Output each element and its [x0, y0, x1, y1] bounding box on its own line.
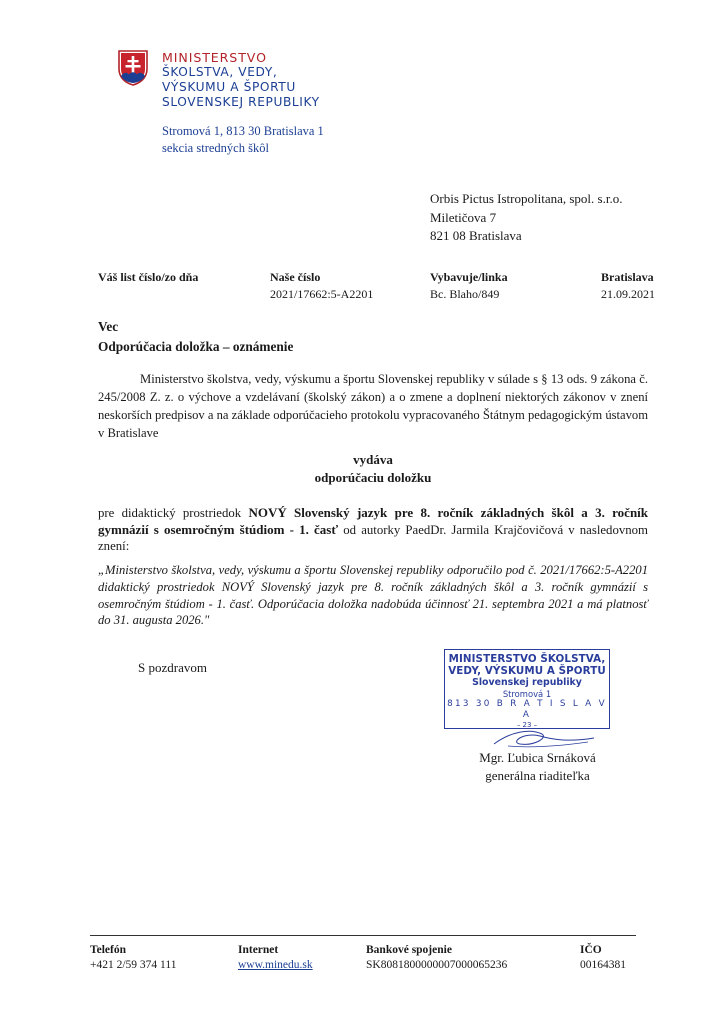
ico-value: 00164381	[580, 959, 626, 971]
phone-value: +421 2/59 374 111	[90, 959, 177, 971]
subject-title: Odporúčacia doložka – oznámenie	[98, 339, 294, 354]
ministry-name-line: SLOVENSKEJ REPUBLIKY	[162, 95, 320, 109]
stamp-line: Slovenskej republiky	[472, 677, 582, 688]
intro-text: Ministerstvo školstva, vedy, výskumu a športu Slovenskej republiky v súlade s § 13 ods. 9 zákona č. 245/2008 Z. z. o výchove a vzdelávaní (školský zákon) a o zmene a doplnení niektorých zákonov v znení neskorších predpisov a na základe odporúčacieho protokolu vypracovaného Štátnym pedagogickým ústavom v Bratislave	[98, 372, 648, 440]
your-letter-label: Váš list číslo/zo dňa	[98, 270, 199, 284]
address-line: Stromová 1, 813 30 Bratislava 1	[162, 124, 324, 138]
signer-title: generálna riaditeľka	[485, 768, 590, 783]
stamp-line: 813 30 B R A T I S L A V A	[447, 699, 607, 720]
handled-by-column	[430, 269, 508, 303]
web-label: Internet	[238, 944, 279, 956]
subject-block	[98, 317, 293, 357]
recipient-address	[430, 190, 622, 246]
our-number-column	[270, 269, 373, 303]
handled-by-value: Bc. Blaho/849	[430, 287, 500, 301]
issues-word: vydáva	[353, 452, 393, 467]
recipient-city: 821 08 Bratislava	[430, 228, 522, 243]
clause-word: odporúčaciu doložku	[314, 470, 432, 485]
issue-statement	[98, 451, 648, 487]
place-date-column	[601, 269, 655, 303]
subject-label: Vec	[98, 319, 119, 334]
stamp-line: – 23 –	[516, 721, 538, 729]
aid-paragraph	[98, 505, 648, 555]
ministry-name-line: MINISTERSTVO	[162, 50, 267, 65]
recipient-name: Orbis Pictus Istropolitana, spol. s.r.o.	[430, 191, 623, 206]
ministry-name-line: VÝSKUMU A ŠPORTU	[162, 80, 296, 94]
section-line: sekcia stredných škôl	[162, 141, 269, 155]
footer-phone	[90, 943, 176, 973]
handwritten-signature	[490, 724, 600, 750]
stamp-line: MINISTERSTVO ŠKOLSTVA,	[448, 653, 606, 665]
footer-divider	[90, 935, 636, 936]
ministry-address	[162, 123, 324, 157]
our-number-label: Naše číslo	[270, 270, 321, 284]
aid-suffix: od autorky PaedDr. Jarmila Krajčovičová v nasledovnom znení:	[98, 522, 649, 553]
footer-ico	[580, 943, 626, 973]
ministry-name	[162, 50, 320, 110]
bank-value: SK8081800000007000065236	[366, 959, 508, 971]
date-value: 21.09.2021	[601, 287, 655, 301]
footer-web	[238, 943, 313, 973]
signer-name: Mgr. Ľubica Srnáková	[479, 750, 596, 765]
recipient-street: Miletičova 7	[430, 209, 497, 225]
ministry-name-line: ŠKOLSTVA, VEDY,	[162, 65, 278, 79]
official-stamp	[444, 649, 610, 729]
signer-block	[455, 749, 620, 785]
footer-bank	[366, 943, 507, 973]
your-letter-column	[98, 269, 198, 286]
handled-by-label: Vybavuje/linka	[430, 270, 508, 284]
clause-quote: „Ministerstvo školstva, vedy, výskumu a športu Slovenskej republiky odporučilo pod č. 2021/17662:5-A2201 didaktický prostriedok NOVÝ Slovenský jazyk pre 8. ročník základných škôl a 3. ročník gymnázií s osemročným štúdiom - 1. časť. Odporúčacia doložka nadobúda účinnosť 21. septembra 2021 a má platnosť do 31. augusta 2026."	[98, 563, 648, 628]
coat-of-arms-logo	[118, 50, 148, 86]
greeting: S pozdravom	[138, 660, 207, 675]
phone-label: Telefón	[90, 944, 126, 956]
ico-label: IČO	[580, 944, 602, 956]
web-link[interactable]: www.minedu.sk	[238, 959, 313, 971]
aid-title: NOVÝ Slovenský jazyk pre 8. ročník základných škôl a 3. ročník gymnázií s osemročným štúdiom - 1. časť	[98, 505, 649, 537]
stamp-line: VEDY, VÝSKUMU A ŠPORTU	[448, 665, 606, 677]
bank-label: Bankové spojenie	[366, 944, 452, 956]
our-number-value: 2021/17662:5-A2201	[270, 287, 374, 301]
place-label: Bratislava	[601, 270, 654, 284]
intro-paragraph	[98, 370, 648, 442]
stamp-line: Stromová 1	[502, 689, 552, 699]
aid-prefix: pre didaktický prostriedok	[98, 506, 242, 520]
